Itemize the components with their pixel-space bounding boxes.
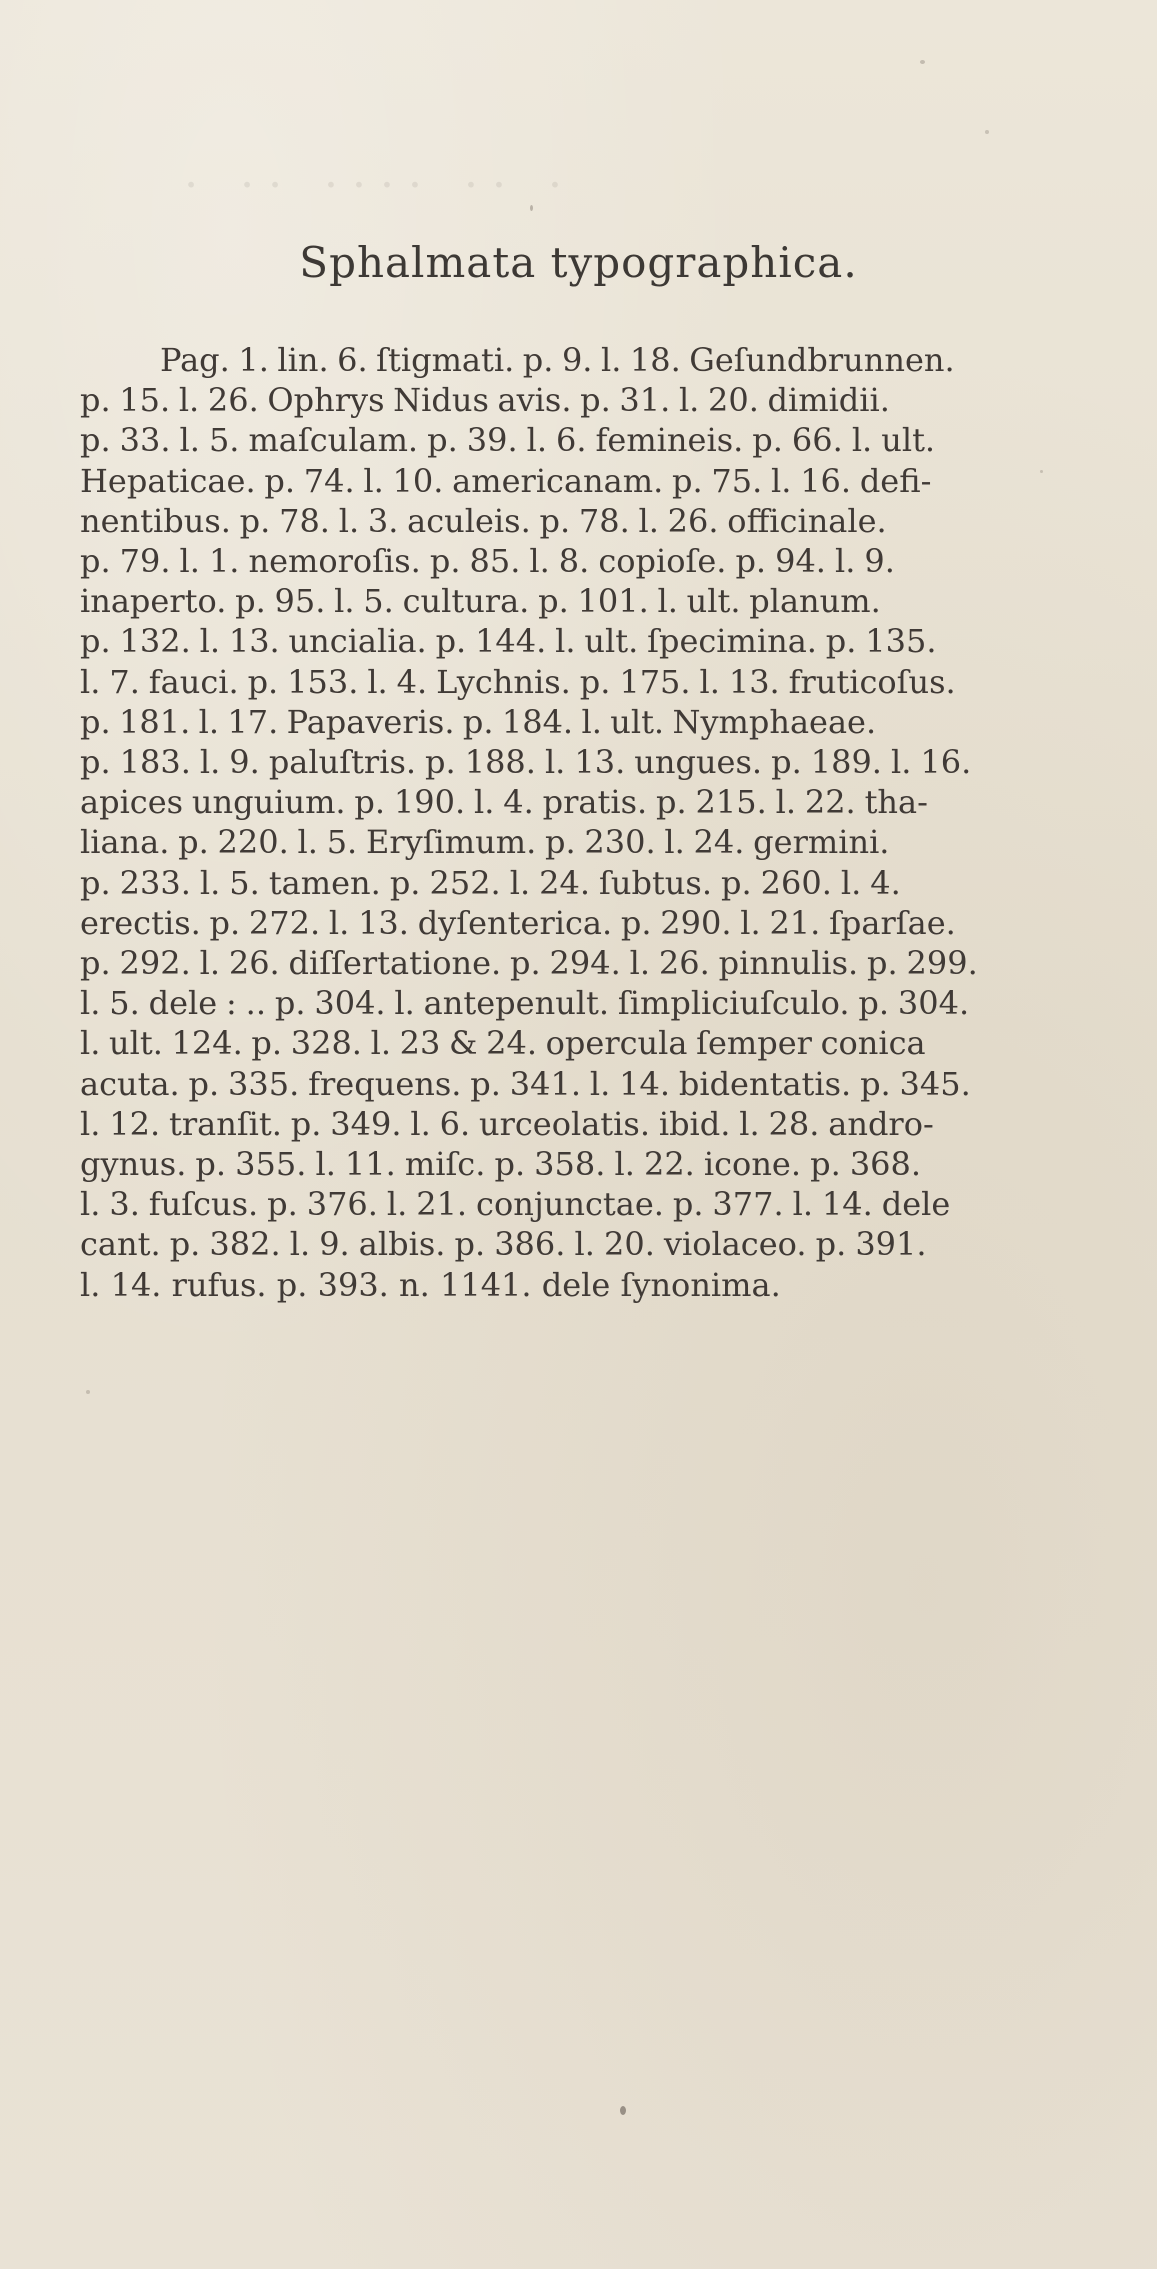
errata-line: gynus. p. 355. l. 11. miſc. p. 358. l. 22. icone. p. 368.: [80, 1145, 922, 1184]
errata-line: p. 233. l. 5. tamen. p. 252. l. 24. ſubtus. p. 260. l. 4.: [80, 863, 901, 902]
errata-line: l. 5. dele : .. p. 304. l. antepenult. ſimpliciuſculo. p. 304.: [80, 984, 970, 1023]
errata-line: apices unguium. p. 190. l. 4. pratis. p. 215. l. 22. tha-: [80, 783, 928, 822]
errata-line: l. 12. tranſit. p. 349. l. 6. urceolatis. ibid. l. 28. andro-: [80, 1104, 934, 1143]
errata-line: p. 132. l. 13. uncialia. p. 144. l. ult. ſpecimina. p. 135.: [80, 622, 937, 661]
paper-speck: [530, 205, 533, 211]
page-title: Sphalmata typographica.: [299, 238, 858, 287]
errata-line: p. 183. l. 9. paluſtris. p. 188. l. 13. ungues. p. 189. l. 16.: [80, 743, 972, 782]
errata-line: inaperto. p. 95. l. 5. cultura. p. 101. l. ult. planum.: [80, 582, 881, 621]
errata-line: cant. p. 382. l. 9. albis. p. 386. l. 20. violaceo. p. 391.: [80, 1225, 927, 1264]
errata-line: p. 79. l. 1. nemoroſis. p. 85. l. 8. copioſe. p. 94. l. 9.: [80, 542, 895, 581]
errata-line: acuta. p. 335. frequens. p. 341. l. 14. bidentatis. p. 345.: [80, 1064, 971, 1103]
errata-line: liana. p. 220. l. 5. Eryſimum. p. 230. l. 24. germini.: [80, 823, 890, 862]
errata-line: Pag. 1. lin. 6. ſtigmati. p. 9. l. 18. Geſundbrunnen.: [160, 341, 955, 379]
errata-line: l. 14. rufus. p. 393. n. 1141. dele ſynonima.: [80, 1265, 781, 1304]
errata-line: p. 15. l. 26. Ophrys Nidus avis. p. 31. l. 20. dimidii.: [80, 381, 890, 420]
paper-speck: [920, 60, 925, 64]
paper-speck: [985, 130, 989, 134]
errata-line: nentibus. p. 78. l. 3. aculeis. p. 78. l. 26. officinale.: [80, 501, 887, 540]
errata-line: erectis. p. 272. l. 13. dyſenterica. p. 290. l. 21. ſparſae.: [80, 903, 956, 942]
errata-line: p. 33. l. 5. maſculam. p. 39. l. 6. femineis. p. 66. l. ult.: [80, 421, 936, 460]
errata-line: l. 3. fuſcus. p. 376. l. 21. conjunctae. p. 377. l. 14. dele: [80, 1185, 951, 1224]
errata-text: [80, 340, 1100, 1305]
errata-line: l. 7. fauci. p. 153. l. 4. Lychnis. p. 175. l. 13. fruticoſus.: [80, 662, 956, 701]
paper-speck: [86, 1390, 90, 1394]
paper-speck: [620, 2106, 626, 2115]
errata-line: l. ult. 124. p. 328. l. 23 & 24. opercula ſemper conica: [80, 1024, 926, 1063]
errata-line: Hepaticae. p. 74. l. 10. americanam. p. 75. l. 16. defi-: [80, 461, 932, 500]
errata-line: p. 292. l. 26. diſſertatione. p. 294. l. 26. pinnulis. p. 299.: [80, 944, 978, 983]
show-through-text: · ·· ···· ·· ·: [170, 160, 562, 211]
errata-line: p. 181. l. 17. Papaveris. p. 184. l. ult. Nymphaeae.: [80, 702, 877, 741]
